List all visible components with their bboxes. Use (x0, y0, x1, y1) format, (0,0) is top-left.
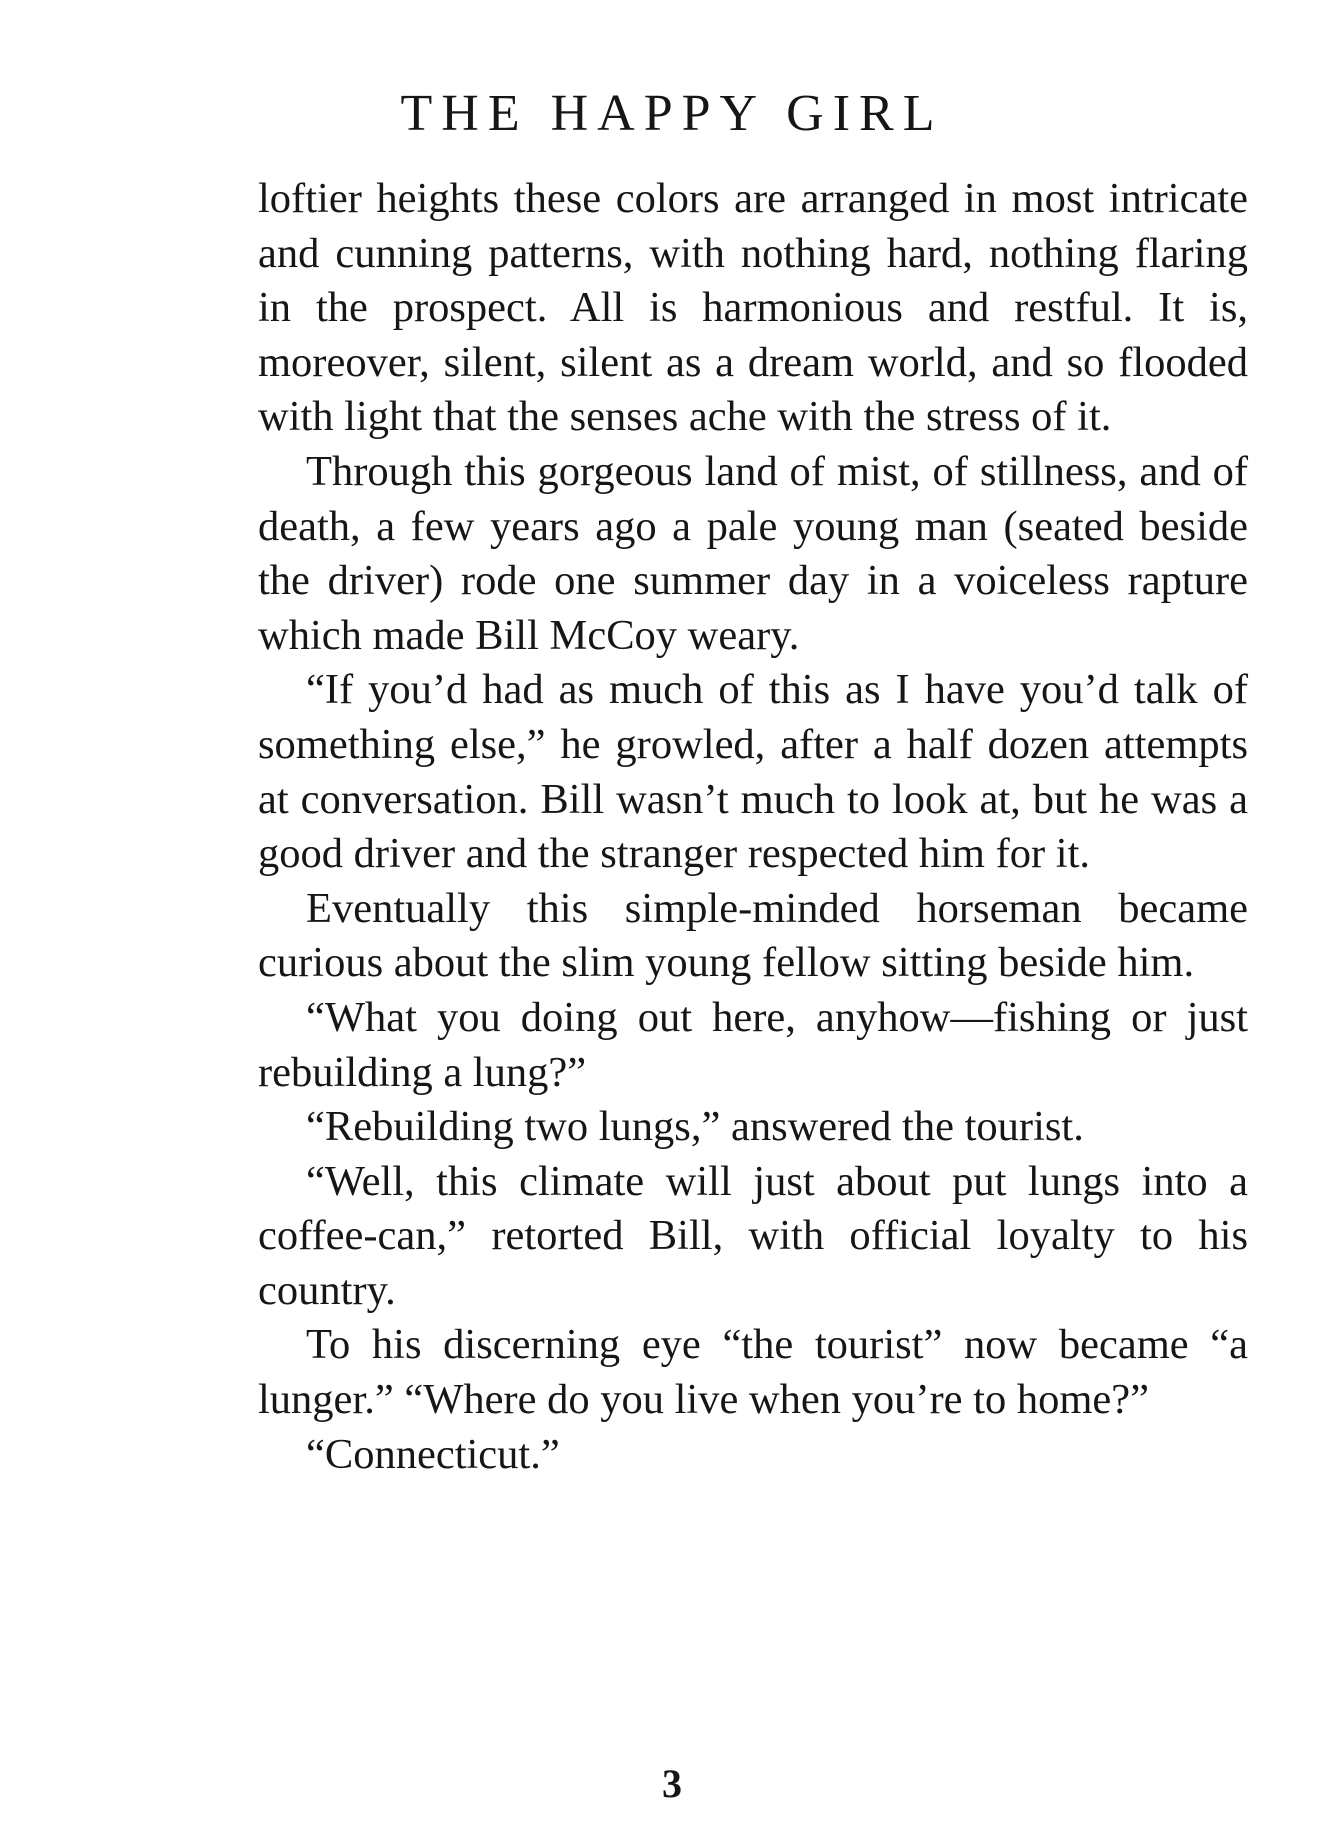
page-number: 3 (662, 1761, 682, 1806)
body-text (258, 172, 1248, 1482)
running-header: THE HAPPY GIRL (400, 85, 944, 142)
paragraph: Through this gorgeous land of mist, of stillness, and of death, a few years ago a pale young man (seated beside the driver) rode one summer day in a voiceless rapture which made Bill McCoy weary. (258, 447, 1248, 659)
paragraph-continuation: loftier heights these colors are arranged in most intricate and cunning patterns, with nothing hard, nothing flaring in the prospect. All is harmonious and restful. It is, moreover, silent, silent as a dream world, and so flooded with light that the senses ache with the stress of it. (258, 175, 1248, 441)
paragraph: “Rebuilding two lungs,” answered the tourist. (306, 1103, 1084, 1151)
paragraph: “Connecticut.” (306, 1430, 560, 1478)
paragraph: “What you doing out here, anyhow—fishing or just rebuilding a lung?” (258, 993, 1248, 1096)
paragraph: Eventually this simple-minded horseman became curious about the slim young fellow sitting beside him. (258, 884, 1248, 987)
paragraph: “If you’d had as much of this as I have you’d talk of something else,” he growled, after a half dozen attempts at conversation. Bill wasn’t much to look at, but he was a good driver and the stranger respected him for it. (258, 666, 1248, 878)
paragraph: To his discerning eye “the tourist” now became “a lunger.” “Where do you live when you’re to home?” (258, 1321, 1248, 1424)
paragraph: “Well, this climate will just about put lungs into a coffee-can,” retorted Bill, with official loyalty to his country. (258, 1157, 1248, 1314)
